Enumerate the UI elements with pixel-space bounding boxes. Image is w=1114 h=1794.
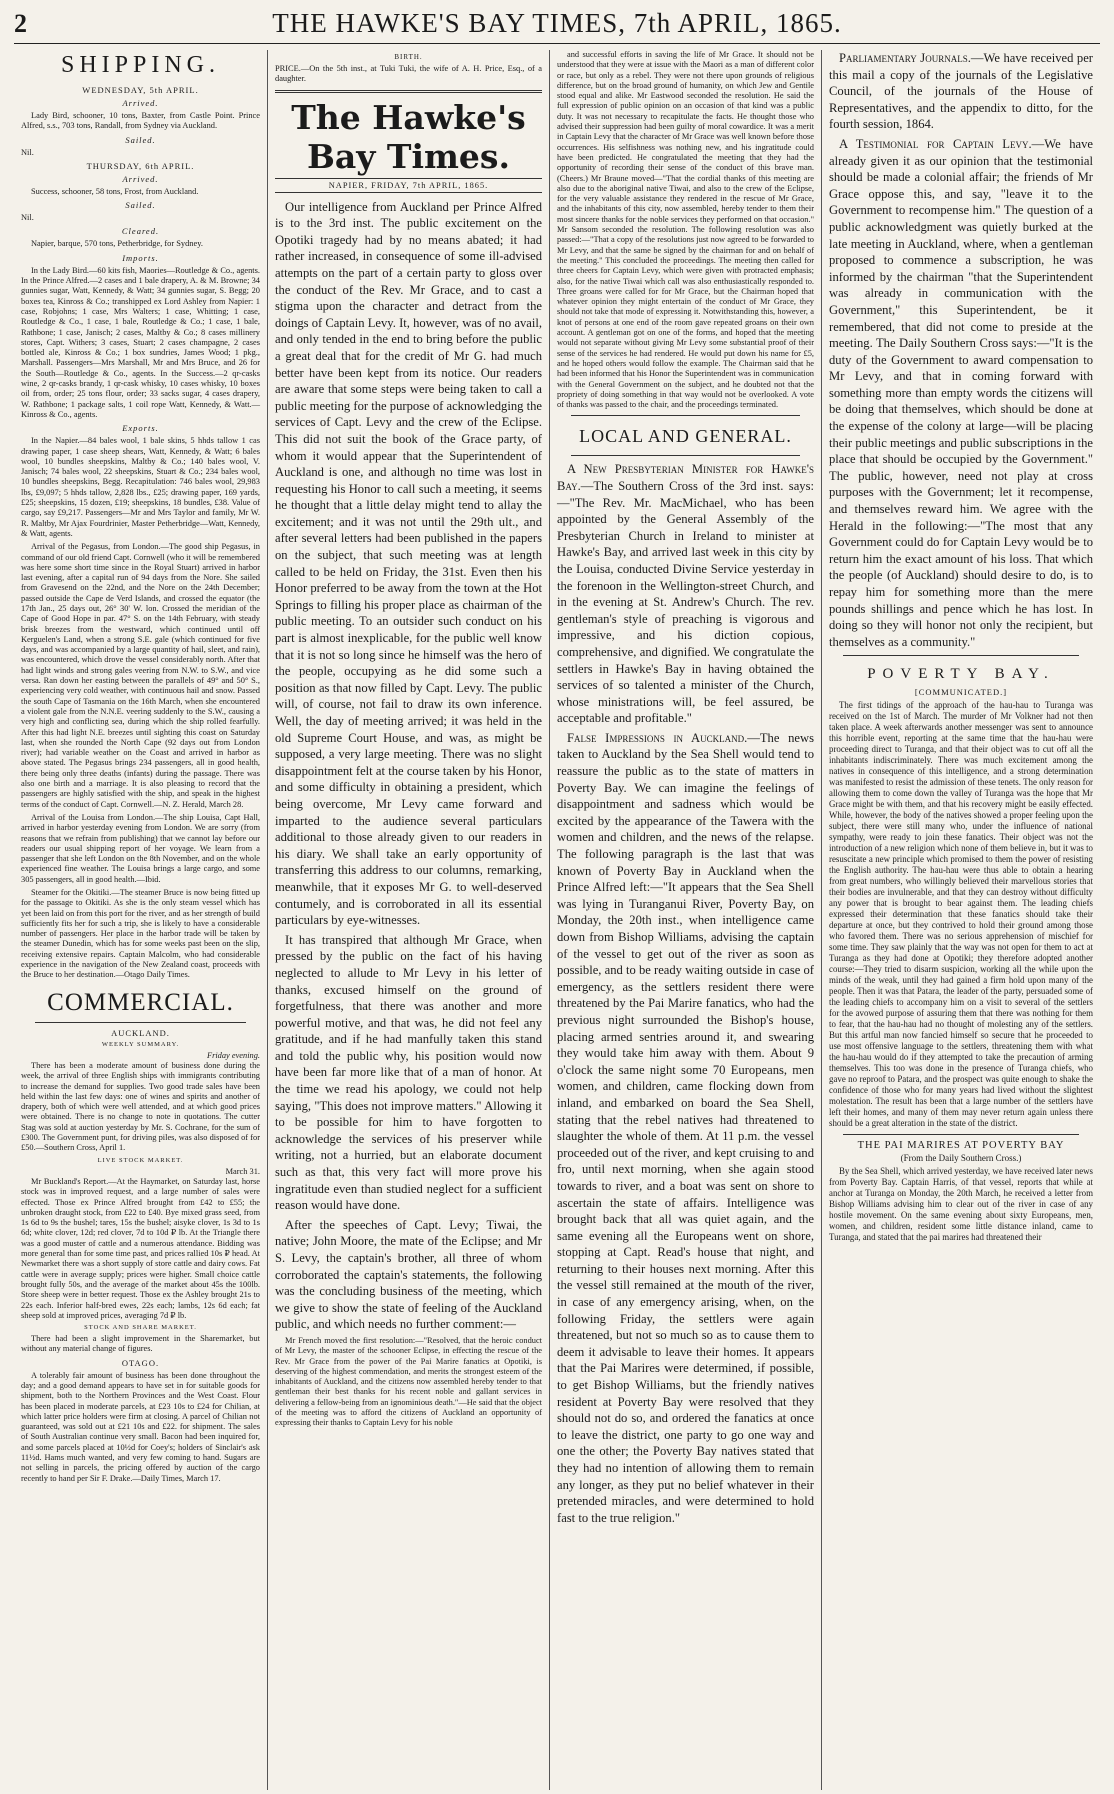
column-2 bbox=[268, 50, 550, 1790]
commercial-heading: COMMERCIAL. bbox=[47, 988, 234, 1016]
birth-notice: PRICE.—On the 5th inst., at Tuki Tuki, the wife of A. H. Price, Esq., of a daughter. bbox=[275, 64, 542, 84]
stock-share-heading: STOCK AND SHARE MARKET. bbox=[84, 1324, 197, 1332]
resolution-text: Mr French moved the first resolution:—"Resolved, that the heroic conduct of Mr Levy, the master of the schooner Eclipse, in effecting the rescue of the Rev. Mr Grace from the power of the Pai Marire fanatics at Opotiki, is deserving of the highest commendation, and merits the strongest esteem of the inhabitants of Auckland, and the citizens now assembled hereby tender to that gentleman their best thanks for his recent noble and gallant services in delivering a fellow-being from an ignominious death."—He said that the object of the meeting was to afford the citizens of Auckland an opportunity of expressing their thanks to Captain Levy for his noble bbox=[275, 1335, 542, 1428]
column-1 bbox=[14, 50, 268, 1790]
arrived-label-2: Arrived. bbox=[122, 173, 159, 184]
poverty-bay-text: The first tidings of the approach of the hau-hau to Turanga was received on the 1st of March. The murder of Mr Volkner had not then taken place. A week afterwards another messenger was sent to announce this horrible event, reporting at the same time that the hau-hau were proceeding direct to Turanga, and that their object was to cut off all the inhabitants indiscriminately. There was much excitement among the natives in consequence of this intelligence, and a strong determination was manifested to resist the admission of these tenets. The only reason for allowing them to come down the valley of Turanga was the hope that Mr Grace might be with them, and that his recovery might be easily effected. While, however, the body of the natives showed a proper feeling upon the subject, there were still many who, under the influence of national sympathy, were ready to join these fanatics. Their object was not the introduction of a new religion which none of them believe in, but it was to resuscitate a new principle which promised to them the power of resisting the English authority. The hau-hau were thus able to obtain a hearing from great numbers, who willingly believed their marvellous stories that their bodies are invulnerable, and that they can destroy without difficulty any power that is brought to bear against them. The leading chiefs expressed their determination that these fanatics should take their departure at once, but they contrived to hold their ground among those who favored them. There was no serious apprehension of mischief for some time. They saw plainly that the way was not open for them to act at Turanga as they had done at Opotiki; they therefore adopted another course:—They tried to disarm suspicion, working all the while upon the minds of the weak, until they had gained a firm hold upon many of the people. Then it was that Patara, the leader of the party, persuaded some of the leading chiefs to accompany him on a visit to several of the settlers for the avowed purpose of assuring them that there was nothing for them to fear, that the hau-hau had no thought of molesting any of the settlers. But this artful man now fancied himself so secure that he proceeded to use most offensive language to the settlers, threatening them with what the hau-hau would do if they attempted to take the precaution of arming themselves. This too was done in the presence of Turanga chiefs, who gave no reproof to Patara, and the prospect was quite enough to shake the confidence of those who for many years had lived without the slightest molestation. The result has been that a large number of the settlers have left their homes, and many of them may never return again unless there should be a great alteration in the state of the district. bbox=[829, 700, 1093, 1129]
exports-label: Exports. bbox=[122, 423, 159, 434]
otago-heading: OTAGO. bbox=[121, 1357, 160, 1368]
shipping-heading: SHIPPING. bbox=[60, 52, 221, 78]
pegasus-arrival: Arrival of the Pegasus, from London.—The good ship Pegasus, in command of our old friend Capt. Cornwell (who it will be remembered was here some short time since in the Royal Stuart) arrived in harbor last evening, after a capital run of 94 days from the Nore. She sailed from Gravesend on the 22nd, and the Nore on the 24th December; passed outside the Cape de Verd Islands, and crossed the equator (the 17th Jan., 25 days out, 26° 30' W. lon. Crossed the meridian of the Cape of Good Hope in par. 47° S. on the 14th February, with steady brisk breezes from the westward, which continued until off Kerguelen's Land, when a strong S.E. gale (which continued for five days, and was accompanied by a large quantity of hail, sleet, and rain), was encountered, which drove the vessel considerably north. After that had light winds and strong gales veering from N.W. to S.W., and vice versa. Ran down her easting between the parallels of 49° and 50° S., experiencing very cold weather, with continuous hail and snow. Passed the south Cape of Tasmania on the 16th March, when she encountered a violent gale from the N.N.E. veering suddenly to the S.W., causing a very high and conflicting sea, during which the ship rolled fearfully. After this had light N.E. breezes until sighting this coast on Saturday last, when she rounded the North Cape (92 days out from London river); had variable weather on the Coast and arrived in harbor as above stated. The Pegasus brings 234 passengers, all in good health, there being only three deaths (infants) during the passage. There was also one birth and a marriage. It is also pleasing to record that the passengers are highly satisfied with the ship, and speak in the highest terms of the conduct of Capt. Cornwell.—N. Z. Herald, March 28. bbox=[21, 542, 260, 809]
livestock-report: Mr Buckland's Report.—At the Haymarket, on Saturday last, horse stock was in improved request, and a large number of sales were effected. Those ex Prince Alfred brought from £42 to £55; the unbroken draught stock, from £22 to £40. Bye mixed grass seed, from 1s 6d to 9s the bushel; tares, 15s the bushel; aisyke clover, 1s 3d to 1s 6d; white clover, 12d; red clover, 7d to 10d ₽ lb. At the Triangle there was a good muster of cattle and a numerous attendance. Bidding was more general than for some time past, and prices rallied 10s ₽ head. At Newmarket there was a short supply of store cattle and dairy cows. Fat cattle were in average supply; prices were higher. Small choice cattle brought fully 50s, and the average of the market about 45s the 100lb. Store sheep were in better request. Those ex the Ashley brought 21s to 22s each. Inferior half-bred ewes, 22s each; lambs, 12s 6d each; fat sheep sold at improved prices, averaging 7d ₽ lb. bbox=[21, 1176, 260, 1320]
weekly-summary-heading: WEEKLY SUMMARY. bbox=[101, 1040, 180, 1048]
meeting-continuation: and successful efforts in saving the life of Mr Grace. It should not be understood that they were at issue with the Maori as a man of different color or race, but only as a rebel. They were not there upon grounds of religious difference, but on the broad ground of humanity, on which Jew and Gentile stood equal and alike. Mr Eastwood seconded the resolution. He said the full expression of public opinion on an occasion of that kind was a public duty. It was not necessary to recapitulate the facts. He thought those who advised their suppression had been guilty of moral cowardice. It was a merit in Captain Levy that the character of Mr Grace was well known before those occurrences. His selfishness was nothing new, and his ingratitude could have been predicted. He congratulated the meeting that they had the opportunity of recording their sense of the conduct of this brave man. (Cheers.) Mr Braune moved—"That the cordial thanks of this meeting are also due to the aboriginal native Tiwai, and also to the crew of the Eclipse, for the very valuable assistance they rendered in the rescue of Mr Grace, and the inhabitants of this city, now assembled, hereby tender to them their most sincere thanks for the noble services they performed on that occasion." Mr Sansom seconded the resolution. The following resolution was also passed:—"That a copy of the resolutions just now agreed to be forwarded to Mr Levy, and that the same be signed by the chairman for and on behalf of the meeting." This concluded the proceedings. The meeting then called for three cheers for Captain Levy, which were given with protracted emphasis; also, for the native Tiwai which call was also enthusiastically responded to. Three groans were called for for Mr Grace, but the Chairman hoped that whatever opinion they might entertain of the conduct of Mr Grace, they should not take that mode of expressing it. Notwithstanding this, however, a knot of persons at one end of the room gave repeated groans on their own account. A gentleman got on one of the forms, and hoped that the meeting would not separate without giving Mr Levy some substantial proof of their sense of the services he had rendered. He would put down his name for £5, and he hoped others would follow the example. The Chairman said that he had been informed that his Honor the Superintendent was in communication with the General Government on the subject, and he doubted not that the propriety of doing something in that way would not be overlooked. A vote of thanks was passed to the chair, and the proceedings terminated. bbox=[557, 50, 814, 410]
exports-text: In the Napier.—84 bales wool, 1 bale skins, 5 hhds tallow 1 cas drawing paper, 1 case sheep shears, Watt, Kennedy, & Watt; 6 bales wool, 10 bundles sheepskins, Maltby & Co.; 140 bales wool, V. Janisch; 74 bales wool, 22 sheepskins, Stuart & Co.; 234 bales wool, 10 bundles sheepskins, Begg. Recapitulation: 746 bales wool, 29,983 lbs, £9,097; 5 hhds tallow, 2,828 lbs., £25; drawing paper, 169 yards, £25; sheepskins, 15 dozen, £19; sheepskins, 18 bundles, £38. Value of cargo, say £9,217. Passengers—Mr and Mrs Taylor and family, Mr W. R. Maltby, Mr Ajax Fourdrinier, Master Petherbridge—Watt, Kennedy, & Watt, agents. bbox=[21, 436, 260, 538]
minister-text: —The Southern Cross of the 3rd inst. says:—"The Rev. Mr. MacMichael, who has been appointed by the General Assembly of the Presbyterian Church in Ireland to minister at Hawke's Bay, and arrived last week in this city by the Louisa, conducted Divine Service yesterday in the forenoon in the Wellington-street Church, and in the evening at St. Andrew's Church. The rev. gentleman's style of preaching is vigorous and impressive, and his diction copious, comprehensive, and dignified. We congratulate the settlers in Hawke's Bay in having obtained the services of so talented a minister of the Church, whose ministrations will, be feel assured, be acceptable and profitable." bbox=[557, 478, 814, 726]
livestock-heading: LIVE STOCK MARKET. bbox=[97, 1156, 184, 1164]
page-number: 2 bbox=[14, 9, 27, 38]
masthead bbox=[14, 8, 1100, 44]
column-4 bbox=[822, 50, 1100, 1790]
imports-label: Imports. bbox=[122, 252, 159, 263]
editorial-paragraph-2: It has transpired that although Mr Grace, when pressed by the public on the fact of his having neglected to allude to Mr Levy in his letter of thanks, excused himself on the ground of forgetfulness, that there was another and more powerful motive, and that was, he did not feel any gratitude, and if he had manfully taken this stand and told the public why, his position would now have been far more like that of a man of honor. At the time we read his apology, we could not help saying, "This does not improve matters." Allowing it to be possible for him to have forgotten to acknowledge the services of his preserver while writing, not a hurried, but an elaborate document such as that, this very fact will more prove his ingratitude even than studied neglect for a sufficient reason would have done. bbox=[275, 932, 542, 1213]
louisa-arrival: Arrival of the Louisa from London.—The ship Louisa, Capt Hall, arrived in harbor yesterday evening from London. We are sorry (from reasons that we refrain from publishing) that we cannot lay before our readers our usual shipping report of her voyage. We learn from a passenger that she left London on the 8th November, and on the whole experienced fine weather. The Louisa brings a large cargo, and some 305 passengers, all in good health.—Ibid. bbox=[21, 812, 260, 884]
testimonial-text: —We have already given it as our opinion that the testimonial should be made a colonial affair; the friends of Mr Grace oppose this, and say, "leave it to the Government to recompense him." The question of a public acknowledgment was quietly burked at the late meeting in Auckland, where, when a gentleman proposed to commence a subscription, he was informed by the chairman "that the Superintendent was already in communication with the Government," this Superintendent, be it remembered, that did not come to preside at the meeting. The Daily Southern Cross says:—"It is the duty of the Government to award compensation to Mr Levy, and that in coming forward with something more than empty words the citizens will be doing that themselves, which should be done at the expense of the colony at large—will be placing their public meetings and public subscriptions in the place that should be occupied by the Government." The public, however, need not play at cross purposes with the Government; let it recompense, and themselves reward him. We agree with the Herald in the following:—"The most that any Government could do for Captain Levy would be to return him the exact amount of his loss. That which the people (of Auckland) should desire to do, is to repay him for something more than the mere pounds shillings and pence which he has lost. In doing so they will honor not only the recipient, but themselves as a community." bbox=[829, 136, 1093, 649]
testimonial-article bbox=[829, 136, 1093, 650]
column-3 bbox=[550, 50, 822, 1790]
communicated-label: [COMMUNICATED.] bbox=[914, 687, 1008, 698]
thursday-arrivals: Success, schooner, 58 tons, Frost, from Auckland. bbox=[31, 186, 199, 196]
running-title: THE HAWKE'S BAY TIMES, 7th APRIL, 1865. bbox=[272, 8, 842, 38]
minister-article bbox=[557, 461, 814, 727]
nil-1: Nil. bbox=[21, 147, 34, 157]
otago-text: A tolerably fair amount of business has been done throughout the day; and a good demand appears to have set in for suitable goods for shipment, both to the Northern Provinces and the West Coast. Flour has been placed in moderate parcels, at £23 10s to £24 for Chilian, at which latter price holders were firm at closing. A parcel of Chilian not guaranteed, was sold out at £21 10s and £22. for shipment. The sales of South Australian continue very small. Bacon had been inquired for, and some parcels placed at 10½d for Coey's; holders of Sinclair's ask 11½d. Hams much wanted, and very few coming to hand. Sugars are not selling in parcels, the pricing offered by auction of the cargo recently to hand per Sir F. Drake.—Daily Times, March 17. bbox=[21, 1370, 260, 1483]
imports-text: In the Lady Bird.—60 kits fish, Maories—Routledge & Co., agents. In the Prince Alfred.—2 cases and 1 bale drapery, A. & M. Browne; 34 gunnies sugar, Watt, Kennedy, & Watt; 34 gunnies sugar, S. Begg; 20 boxes tea, Kinross & Co.; transhipped ex Lord Ashley from Napier: 1 case, Robjohns; 1 case, Mrs Walters; 1 case, Whitting; 1 case, Routledge & Co., 1 case, 1 bale, Routledge & Co.; 1 case, 1 bale, Rathbone; 1 case, Janisch; 2 cases, Maltby & Co.; 8 cases millinery stores, Capt. Withers; 3 cases, Stuart; 2 cases champagne, 2 cases bottled ale, Kinross & Co.; 1 box sundries, James Wood; 1 pkg., Marshall. Passengers—Mrs Marshall, Mr and Mrs Bruce, and 26 for the South—Routledge & Co., agents. In the Success.—2 qr-casks wine, 2 qr-casks brandy, 1 qr-cask whisky, 10 cases whisky, 10 boxes oil from, order; 25 tons flour, order; 33 sacks sugar, 4 cases drapery, W. Rathbone; 1 package salts, 1 coil rope Watt, Kennedy, & Watt.—Kinross & Co., agents. bbox=[21, 265, 260, 419]
paper-nameplate: The Hawke's Bay Times. bbox=[291, 97, 526, 176]
editorial-paragraph-3: After the speeches of Capt. Levy; Tiwai, the native; John Moore, the mate of the Eclipse; and Mr S. Levy, the captain's brother, all three of whom corroborated the captain's statements, the following was the concluding business of the meeting, which we give to show the state of feeling of the Auckland public, and which needs no further comment:— bbox=[275, 1217, 542, 1332]
nil-2: Nil. bbox=[21, 213, 34, 223]
pai-marires-source: (From the Daily Southern Cross.) bbox=[900, 1153, 1022, 1164]
pai-marires-text: By the Sea Shell, which arrived yesterday, we have received later news from Poverty Bay. Captain Harris, of that vessel, reports that while at anchor at Turanga on Monday, the 20th March, he received a letter from Bishop Williams advising him to clear out of the river in case of any hostile movement. On the same evening about sixty Europeans, men, women, and children, resident some little distance inland, came to Turanga, and stated that the pai marires had threatened their bbox=[829, 1166, 1093, 1243]
false-impressions-text: —The news taken to Auckland by the Sea Shell would tend to reassure the public as to the state of matters in Poverty Bay. We can imagine the feelings of disappointment and sadness which would be excited by the appearance of the Tawera with the women and children, and the news of the relapse. The following paragraph is the last that was known of Poverty Bay in Auckland when the Prince Alfred left:—"It appears that the Sea Shell was lying in Turanganui River, Poverty Bay, on Monday, the 20th inst., when intelligence came down from Bishop Williams, advising the captain of the vessel to get out of the river as soon as possible, and to be ready waiting outside in case of emergency, as the settlers resident there were threatened by the Pai Marire fanatics, who had the previous night surrounded the Bishop's house, placing armed sentries around it, and swearing they would take him away with them. About 9 o'clock the same night some 70 Europeans, men women, and children, came flocking down from inland, and embarked on board the Sea Shell, stating that the rebel natives had threatened to slaughter the whole of them. At 11 p.m. the vessel proceeded out of the river, and kept cruising to and fro, until next morning, when she again stood towards to river, and a boat was sent on shore to ascertain the state of affairs. Intelligence was brought back that all was quiet again, and the same evening all the Europeans went on shore, stopping at Capt. Read's house that night, and returning to their houses next morning. After this the vessel still remained at the mouth of the river, in case of any emergency arising, when, on the following Friday, the settlers were again threatened, but not so much so as to cause them to deem it advisable to leave their homes. It appears that the Pai Marires were determined, if possible, to get Bishop Williams, but the friendly natives resident at Poverty Bay were resolved that they should not do so, and ordered the fanatics at once to leave the district, one party to go one way and one the other; the Poverty Bay natives stated that they had no intention of allowing them to remain any longer, as they put no belief whatever in their pretended miracles, and were determined to hold fast to the true religion." bbox=[557, 730, 814, 1525]
poverty-bay-heading: POVERTY BAY. bbox=[867, 666, 1055, 683]
cleared-text: Napier, barque, 570 tons, Petherbridge, for Sydney. bbox=[31, 239, 203, 249]
sailed-label-2: Sailed. bbox=[125, 200, 156, 211]
arrived-label: Arrived. bbox=[122, 98, 159, 108]
birth-heading: BIRTH. bbox=[394, 53, 423, 61]
pai-marires-heading: THE PAI MARIRES AT POVERTY BAY bbox=[857, 1140, 1065, 1152]
wednesday-arrivals: Lady Bird, schooner, 10 tons, Baxter, from Castle Point. Prince Alfred, s.s., 703 tons, Randall, from Sydney via Auckland. bbox=[21, 111, 260, 131]
march-31: March 31. bbox=[225, 1166, 260, 1176]
local-general-heading: LOCAL AND GENERAL. bbox=[579, 426, 792, 447]
auckland-heading: AUCKLAND. bbox=[111, 1027, 170, 1038]
editorial-dateline: NAPIER, FRIDAY, 7th APRIL, 1865. bbox=[275, 178, 542, 193]
friday-evening: Friday evening. bbox=[206, 1050, 260, 1060]
minister-title: A New Presbyterian Minister for Hawke's Bay. bbox=[557, 462, 814, 493]
stock-share-text: There had been a slight improvement in the Sharemarket, but without any material change of figures. bbox=[21, 1334, 260, 1354]
parliamentary-article bbox=[829, 50, 1093, 133]
false-impressions-title: False Impressions in Auckland. bbox=[567, 730, 748, 745]
sailed-label: Sailed. bbox=[125, 134, 156, 145]
cleared-label: Cleared. bbox=[121, 226, 160, 237]
parliamentary-text: —We have received per this mail a copy of the journals of the Legislative Council, of the journals of the House of Representatives, and the appendix to ditto, for the fourth session, 1864. bbox=[829, 51, 1093, 132]
steamer-okitiki: Steamer for the Okitiki.—The steamer Bruce is now being fitted up for the passage to Okitiki. As she is the only steam vessel which has yet been laid on from this port for the river, and as her strength of build sufficiently fits her for such a trip, she is likely to have a considerable number of passengers. Her place in the harbor trade will be taken by the steamer Dunedin, which has for some weeks past been on the slip, receiving extensive repairs. Captain Malcolm, who had considerable experience in the navigation of the New Zealand coast, proceeds with the Bruce to her destination.—Otago Daily Times. bbox=[21, 888, 260, 980]
testimonial-title: A Testimonial for Captain Levy. bbox=[839, 136, 1032, 151]
false-impressions-article bbox=[557, 730, 814, 1527]
thursday-date: THURSDAY, 6th APRIL. bbox=[86, 160, 195, 171]
editorial-paragraph-1: Our intelligence from Auckland per Prince Alfred is to the 3rd inst. The public excitement on the Opotiki tragedy had by no means abated; it had rather increased, in consequence of some ill-advised attempts on the part of a certain party to gloss over the conduct of the Rev. Mr Grace, and to cast a stigma upon the character and detract from the doings of Captain Levy. It, however, was of no avail, and only tended in the end to bring before the public a great deal that for the credit of Mr G. had much better have been kept from its notice. Our readers are aware that some steps were being taken to call a public meeting for the purpose of acknowledging the services of Capt. Levy and the crew of the Eclipse. This did not suit the book of the Grace party, of whom it would appear that the Superintendent of Auckland is one, and although no time was lost in requesting his Honor to call such a meeting, it seems he thought that a little delay might tend to allay the excitement; and it was not until the 29th ult., and after several letters had been published in the papers on the subject, that such meeting was at length called to be held on Friday, the 31st. Even then his Honor preferred to be away from the town at the Hot Springs to filling his proper place as chairman of the public meeting. To an outsider such conduct on his part is almost inexplicable, for the public well know that it is not so long since he himself was the hero of the people, occupying as he did some such a position as that now filled by Capt. Levy. The public will, of course, not fail to draw its own inference. Well, the day of meeting arrived; it was held in the old Supreme Court House, and was, as might be supposed, a very large meeting. There was no slight disappointment felt at the course taken by his Honor, and some difficulty in obtaining a president, which being overcome, Mr Levy came forward and imparted to the audience several particulars additional to those already given to our readers in his diary. We shall take an early opportunity of transferring this address to our columns, remarking, meanwhile, that it exposes Mr G. to well-deserved contumely, and is corroborated in all its essential particulars by eye-witnesses. bbox=[275, 199, 542, 928]
auckland-summary: There has been a moderate amount of business done during the week, the arrival of three English ships with immigrants contributing to increase the demand for supplies. Two good trade sales have been held within the last few days: one of wines and spirits and another of drapery, both of which were well attended, and at which good prices were obtained. There is no change to note in quotations. The cutter Stag was sold at auction yesterday by Mr. S. Cochrane, for the sum of £300. The Government punt, for driving piles, was also disposed of for £50.—Southern Cross, April 1. bbox=[21, 1060, 260, 1153]
wednesday-date: WEDNESDAY, 5th APRIL. bbox=[82, 85, 199, 95]
parliamentary-title: Parliamentary Journals. bbox=[839, 51, 971, 65]
